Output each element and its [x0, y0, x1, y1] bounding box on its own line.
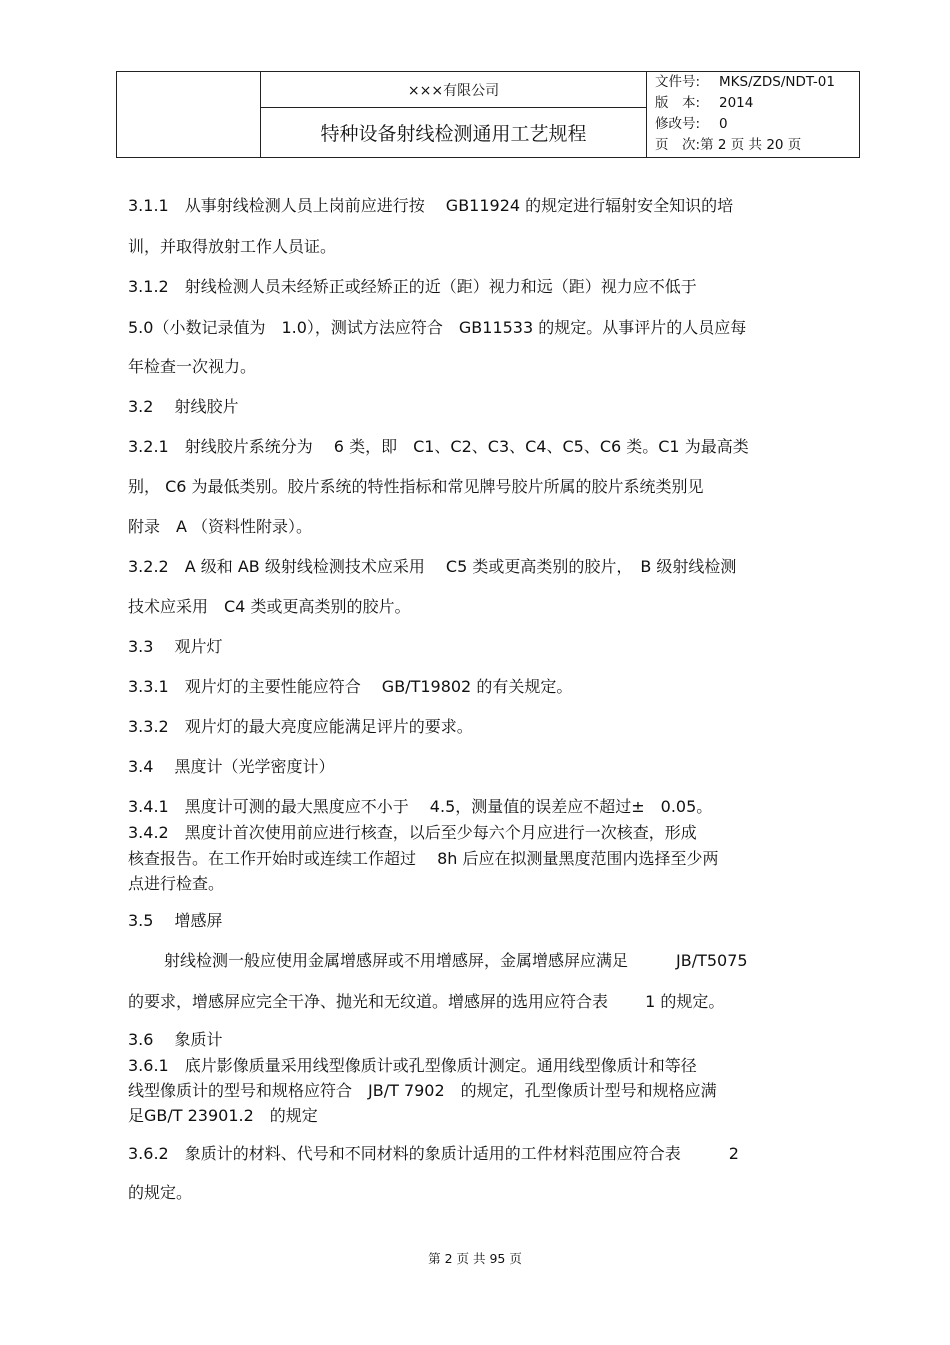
page-label: 页 次:: [655, 137, 701, 153]
section-heading: 3.5 增感屏: [128, 911, 223, 930]
section-heading: 3.2 射线胶片: [128, 397, 239, 416]
body-line: 核查报告。在工作开始时或连续工作超过 8h 后应在拟测量黑度范围内选择至少两: [128, 849, 719, 868]
body-line: 的要求，增感屏应完全干净、抛光和无纹道。增感屏的选用应符合表 1 的规定。: [128, 992, 725, 1011]
body-line: 训，并取得放射工作人员证。: [128, 237, 337, 256]
body-line: 3.3.1 观片灯的主要性能应符合 GB/T19802 的有关规定。: [128, 677, 573, 696]
body-line: 年检查一次视力。: [128, 357, 257, 376]
body-line: 3.1.2 射线检测人员未经矫正或经矫正的近（距）视力和远（距）视力应不低于: [128, 277, 697, 296]
doc-number-row: [655, 72, 859, 93]
body-line: 3.2.2 A 级和 AB 级射线检测技术应采用 C5 类或更高类别的胶片， B 级射线检测: [128, 557, 737, 576]
body-line: 点进行检查。: [128, 874, 225, 893]
doc-number-label: 文件号:: [655, 74, 701, 90]
page-footer: 第 2 页 共 95 页: [428, 1251, 522, 1266]
document-title: 特种设备射线检测通用工艺规程: [261, 108, 647, 157]
body-line: 3.1.1 从事射线检测人员上岗前应进行按 GB11924 的规定进行辐射安全知识的培: [128, 196, 734, 215]
body-line: 3.4.2 黑度计首次使用前应进行核查，以后至少每六个月应进行一次核查，形成: [128, 823, 697, 842]
page-value: 第 2 页 共 20 页: [700, 137, 802, 153]
body-line: 3.4.1 黑度计可测的最大黑度应不小于 4.5，测量值的误差应不超过± 0.05。: [128, 797, 713, 816]
doc-number-value: MKS/ZDS/NDT-01: [719, 74, 835, 90]
body-line: 5.0（小数记录值为 1.0），测试方法应符合 GB11533 的规定。从事评片的人员应每: [128, 318, 747, 337]
document-header-table: [116, 71, 860, 158]
revision-row: [655, 114, 859, 135]
body-line: 3.6.2 象质计的材料、代号和不同材料的象质计适用的工件材料范围应符合表 2: [128, 1144, 739, 1163]
body-line: 3.3.2 观片灯的最大亮度应能满足评片的要求。: [128, 717, 473, 736]
version-value: 2014: [719, 95, 754, 111]
body-line: 足GB/T 23901.2 的规定: [128, 1106, 318, 1125]
revision-label: 修改号:: [655, 116, 701, 132]
section-heading: 3.4 黑度计（光学密度计）: [128, 757, 335, 776]
body-line: 的规定。: [128, 1183, 193, 1202]
version-row: [655, 93, 859, 114]
document-meta: [655, 72, 859, 156]
body-line: 别， C6 为最低类别。胶片系统的特性指标和常见牌号胶片所属的胶片系统类别见: [128, 477, 704, 496]
version-label: 版 本:: [655, 95, 701, 111]
body-line: 3.2.1 射线胶片系统分为 6 类，即 C1、C2、C3、C4、C5、C6 类。C1 为最高类: [128, 437, 749, 456]
page-row: [655, 135, 859, 156]
revision-value: 0: [719, 116, 728, 132]
body-line: 技术应采用 C4 类或更高类别的胶片。: [128, 597, 411, 616]
company-name: ×××有限公司: [261, 72, 647, 108]
section-heading: 3.3 观片灯: [128, 637, 223, 656]
body-line: 3.6.1 底片影像质量采用线型像质计或孔型像质计测定。通用线型像质计和等径: [128, 1056, 697, 1075]
body-line: 线型像质计的型号和规格应符合 JB/T 7902 的规定，孔型像质计型号和规格应满: [128, 1081, 717, 1100]
body-line: 射线检测一般应使用金属增感屏或不用增感屏，金属增感屏应满足 JB/T5075: [148, 951, 748, 970]
section-heading: 3.6 象质计: [128, 1030, 223, 1049]
logo-cell: [117, 72, 261, 157]
body-line: 附录 A （资料性附录）。: [128, 517, 313, 536]
